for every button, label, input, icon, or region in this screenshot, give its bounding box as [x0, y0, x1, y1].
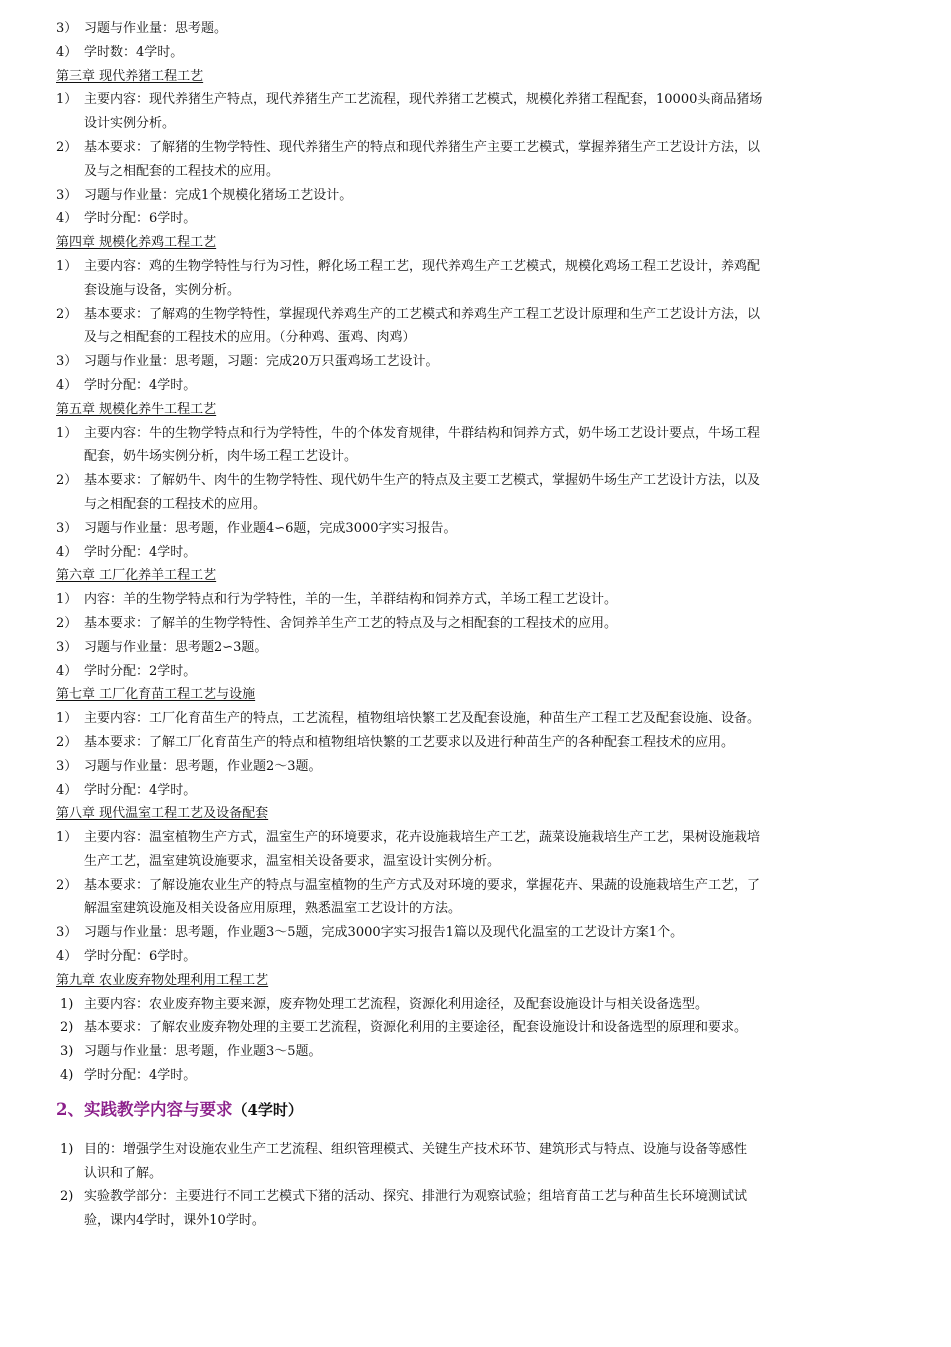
- item-text: 实验教学部分：主要进行不同工艺模式下猪的活动、探究、排泄行为观察试验；组培育苗工艺与种苗生长环境测试试: [84, 1189, 748, 1205]
- item-text: 学时分配：6学时。: [84, 211, 197, 227]
- item-number: 4）: [56, 544, 78, 560]
- list-item: [56, 921, 906, 945]
- list-item: [56, 945, 906, 969]
- list-item: [56, 755, 906, 779]
- item-number: 1): [60, 1141, 74, 1157]
- item-text: 学时分配：4学时。: [84, 1068, 197, 1084]
- item-text: 学时分配：2学时。: [84, 663, 197, 679]
- item-continuation: 生产工艺，温室建筑设施要求，温室相关设备要求，温室设计实例分析。: [84, 853, 501, 869]
- list-item: [56, 1040, 906, 1064]
- item-text: 基本要求：了解设施农业生产的特点与温室植物的生产方式及对环境的要求，掌握花卉、果蔬的设施栽培生产工艺，了: [84, 877, 761, 893]
- chapter-heading: 第九章 农业废弃物处理利用工程工艺: [56, 972, 269, 988]
- item-text: 基本要求：了解奶牛、肉牛的生物学特性、现代奶牛生产的特点及主要工艺模式，掌握奶牛场生产工艺设计方法，以及: [84, 473, 761, 489]
- item-text: 习题与作业量：思考题。: [84, 21, 228, 36]
- item-text: 主要内容：温室植物生产方式，温室生产的环境要求，花卉设施栽培生产工艺，蔬菜设施栽培生产工艺，果树设施栽培: [84, 830, 761, 846]
- chapter-heading: 第七章 工厂化育苗工程工艺与设施: [56, 687, 256, 703]
- item-continuation: 及与之相配套的工程技术的应用。（分种鸡、蛋鸡、肉鸡）: [84, 330, 416, 346]
- item-number: 4）: [56, 44, 78, 60]
- list-item: [56, 1064, 906, 1088]
- syllabus-content: [56, 17, 906, 1233]
- item-number: 2）: [56, 306, 78, 322]
- list-item: [56, 469, 906, 493]
- item-number: 4）: [56, 377, 78, 393]
- list-item: [56, 874, 906, 898]
- list-item: [56, 374, 906, 398]
- list-item: [56, 993, 906, 1017]
- list-item: [56, 1185, 906, 1209]
- chapter-heading: 第五章 规模化养牛工程工艺: [56, 401, 217, 417]
- item-text: 学时分配：4学时。: [84, 377, 197, 393]
- list-item: [56, 1016, 906, 1040]
- list-item: [56, 779, 906, 803]
- list-item: [56, 303, 906, 327]
- item-text: 主要内容：农业废弃物主要来源，废弃物处理工艺流程，资源化利用途径，及配套设施设计与相关设备选型。: [84, 996, 709, 1012]
- item-text: 基本要求：了解农业废弃物处理的主要工艺流程，资源化利用的主要途径，配套设施设计和设备选型的原理和要求。: [84, 1020, 748, 1036]
- item-continuation: 解温室建筑设施及相关设备应用原理，熟悉温室工艺设计的方法。: [84, 901, 462, 917]
- list-item: [56, 612, 906, 636]
- item-text: 学时分配：4学时。: [84, 782, 197, 798]
- chapter-heading: 第三章 现代养猪工程工艺: [56, 68, 204, 84]
- item-number: 2）: [56, 473, 78, 489]
- list-item: [56, 255, 906, 279]
- chapter-heading: 第四章 规模化养鸡工程工艺: [56, 235, 217, 251]
- chapter-heading: 第八章 现代温室工程工艺及设备配套: [56, 806, 269, 822]
- item-number: 1）: [56, 711, 78, 727]
- item-number: 4）: [56, 211, 78, 227]
- list-item: [56, 207, 906, 231]
- item-number: 3）: [56, 758, 78, 774]
- item-text: 基本要求：了解工厂化育苗生产的特点和植物组培快繁的工艺要求以及进行种苗生产的各种配套工程技术的应用。: [84, 734, 735, 750]
- list-item: [56, 826, 906, 850]
- item-text: 习题与作业量：思考题，作业题2～3题。: [84, 758, 322, 774]
- list-item: [56, 636, 906, 660]
- item-number: 1）: [56, 425, 78, 441]
- item-number: 3）: [56, 187, 78, 203]
- item-number: 4）: [56, 949, 78, 965]
- item-text: 习题与作业量：思考题，作业题3～5题。: [84, 1044, 322, 1060]
- item-number: 1）: [56, 592, 78, 608]
- item-text: 习题与作业量：思考题，作业题4∽6题，完成3000字实习报告。: [84, 520, 457, 536]
- item-text: 基本要求：了解猪的生物学特性、现代养猪生产的特点和现代养猪生产主要工艺模式，掌握养猪生产工艺设计方法，以: [84, 139, 761, 155]
- list-item: [56, 136, 906, 160]
- list-item: [56, 660, 906, 684]
- item-text: 基本要求：了解羊的生物学特性、舍饲养羊生产工艺的特点及与之相配套的工程技术的应用。: [84, 615, 618, 631]
- list-item: [56, 588, 906, 612]
- item-number: 1）: [56, 258, 78, 274]
- item-number: 2）: [56, 877, 78, 893]
- item-number: 1）: [56, 92, 78, 108]
- list-item: [56, 422, 906, 446]
- item-number: 4）: [56, 663, 78, 679]
- item-continuation: 套设施与设备，实例分析。: [84, 282, 241, 298]
- list-item: [56, 88, 906, 112]
- item-continuation: 认识和了解。: [84, 1165, 163, 1181]
- item-text: 习题与作业量：思考题2∽3题。: [84, 639, 268, 655]
- item-number: 3）: [56, 925, 78, 941]
- item-text: 习题与作业量：思考题，习题：完成20万只蛋鸡场工艺设计。: [84, 354, 439, 370]
- item-text: 学时数：4学时。: [84, 44, 184, 60]
- item-number: 1): [60, 996, 74, 1012]
- list-item: [56, 17, 906, 41]
- chapter-heading: 第六章 工厂化养羊工程工艺: [56, 568, 217, 584]
- list-item: [56, 731, 906, 755]
- item-text: 习题与作业量：完成1个规模化猪场工艺设计。: [84, 187, 353, 203]
- item-number: 3）: [56, 21, 78, 36]
- list-item: [56, 1138, 906, 1162]
- item-continuation: 配套，奶牛场实例分析，肉牛场工程工艺设计。: [84, 449, 358, 465]
- item-text: 主要内容：现代养猪生产特点，现代养猪生产工艺流程，现代养猪工艺模式，规模化养猪工程配套，10000头商品猪场: [84, 92, 763, 108]
- item-continuation: 验，课内4学时，课外10学时。: [84, 1213, 265, 1229]
- item-text: 学时分配：6学时。: [84, 949, 197, 965]
- item-continuation: 设计实例分析。: [84, 116, 176, 132]
- item-number: 4): [60, 1068, 74, 1084]
- item-continuation: 与之相配套的工程技术的应用。: [84, 496, 267, 512]
- item-number: 3）: [56, 639, 78, 655]
- item-number: 2）: [56, 734, 78, 750]
- section-heading: [56, 1090, 906, 1130]
- list-item: [56, 41, 906, 65]
- item-text: 主要内容：牛的生物学特点和行为学特性，牛的个体发育规律，牛群结构和饲养方式，奶牛场工艺设计要点，牛场工程: [84, 425, 761, 441]
- item-text: 习题与作业量：思考题，作业题3～5题，完成3000字实习报告1篇以及现代化温室的工艺设计方案1个。: [84, 925, 684, 941]
- spacer: [56, 1130, 906, 1138]
- list-item: [56, 184, 906, 208]
- item-continuation: 及与之相配套的工程技术的应用。: [84, 163, 280, 179]
- section-hours: （4学时）: [232, 1100, 303, 1119]
- item-number: 4）: [56, 782, 78, 798]
- item-text: 内容：羊的生物学特点和行为学特性，羊的一生，羊群结构和饲养方式，羊场工程工艺设计。: [84, 592, 618, 608]
- item-text: 主要内容：鸡的生物学特性与行为习性，孵化场工程工艺，现代养鸡生产工艺模式，规模化鸡场工程工艺设计，养鸡配: [84, 258, 761, 274]
- item-text: 基本要求：了解鸡的生物学特性，掌握现代养鸡生产的工艺模式和养鸡生产工程工艺设计原理和生产工艺设计方法，以: [84, 306, 761, 322]
- item-number: 2): [60, 1020, 74, 1036]
- item-number: 2）: [56, 615, 78, 631]
- item-text: 学时分配：4学时。: [84, 544, 197, 560]
- item-number: 3）: [56, 520, 78, 536]
- item-number: 2): [60, 1189, 74, 1205]
- list-item: [56, 517, 906, 541]
- section-title: 2、实践教学内容与要求: [56, 1099, 233, 1119]
- list-item: [56, 541, 906, 565]
- item-number: 2）: [56, 139, 78, 155]
- item-text: 主要内容：工厂化育苗生产的特点，工艺流程，植物组培快繁工艺及配套设施，种苗生产工程工艺及配套设施、设备。: [84, 711, 761, 727]
- item-number: 1）: [56, 830, 78, 846]
- item-text: 目的：增强学生对设施农业生产工艺流程、组织管理模式、关键生产技术环节、建筑形式与特点、设施与设备等感性: [84, 1141, 748, 1157]
- item-number: 3): [60, 1044, 74, 1060]
- list-item: [56, 350, 906, 374]
- item-number: 3）: [56, 354, 78, 370]
- list-item: [56, 707, 906, 731]
